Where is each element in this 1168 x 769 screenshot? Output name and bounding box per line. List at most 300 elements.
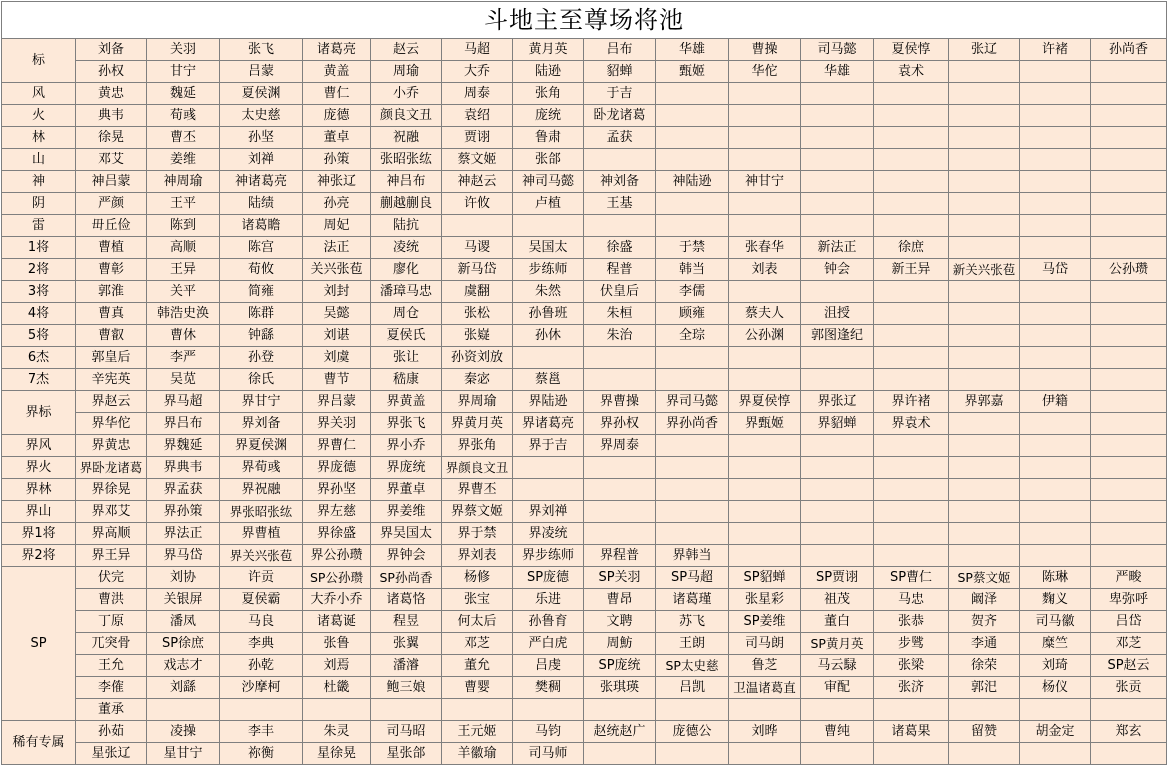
hero-cell <box>874 743 949 765</box>
hero-cell <box>656 435 729 457</box>
hero-cell: 严白虎 <box>513 633 584 655</box>
table-row <box>2 611 1167 633</box>
hero-cell: 界黄忠 <box>76 435 147 457</box>
hero-cell: 祢衡 <box>220 743 303 765</box>
hero-cell: 关银屏 <box>147 589 220 611</box>
hero-cell: 司马朗 <box>729 633 801 655</box>
hero-cell: 董白 <box>801 611 874 633</box>
hero-cell: 孙权 <box>76 61 147 83</box>
hero-cell: 夏侯惇 <box>874 39 949 61</box>
table-row <box>2 589 1167 611</box>
hero-cell <box>949 83 1020 105</box>
hero-cell <box>874 149 949 171</box>
hero-cell: 张让 <box>371 347 442 369</box>
table-row <box>2 39 1167 61</box>
hero-cell: 周泰 <box>442 83 513 105</box>
hero-cell: 卫温诸葛直 <box>729 677 801 699</box>
hero-cell: 甘宁 <box>147 61 220 83</box>
hero-cell: 界卧龙诸葛 <box>76 457 147 479</box>
hero-cell: 界司马懿 <box>656 391 729 413</box>
hero-cell: 许贡 <box>220 567 303 589</box>
hero-cell: 界荀彧 <box>220 457 303 479</box>
hero-cell: 星徐晃 <box>303 743 371 765</box>
hero-cell: 新关兴张苞 <box>949 259 1020 281</box>
hero-cell <box>1020 149 1091 171</box>
hero-cell: 界吴国太 <box>371 523 442 545</box>
hero-cell: 樊稠 <box>513 677 584 699</box>
hero-cell <box>1020 171 1091 193</box>
hero-cell: SP貂蝉 <box>729 567 801 589</box>
hero-cell <box>656 127 729 149</box>
hero-cell: 顾雍 <box>656 303 729 325</box>
hero-cell: SP马超 <box>656 567 729 589</box>
hero-cell: 祝融 <box>371 127 442 149</box>
hero-cell: 界甄姬 <box>729 413 801 435</box>
category-label: 7杰 <box>2 369 76 391</box>
hero-cell: 王朗 <box>656 633 729 655</box>
hero-cell: 审配 <box>801 677 874 699</box>
hero-cell: 徐晃 <box>76 127 147 149</box>
hero-cell <box>371 699 442 721</box>
hero-cell: 伏完 <box>76 567 147 589</box>
hero-cell: 嵇康 <box>371 369 442 391</box>
hero-cell: 祖茂 <box>801 589 874 611</box>
hero-cell: 孙资刘放 <box>442 347 513 369</box>
hero-cell: 周瑜 <box>371 61 442 83</box>
hero-cell <box>1091 479 1167 501</box>
category-label: 5将 <box>2 325 76 347</box>
hero-cell: SP曹仁 <box>874 567 949 589</box>
hero-cell <box>1020 215 1091 237</box>
hero-cell: 郭淮 <box>76 281 147 303</box>
hero-cell: 吴国太 <box>513 237 584 259</box>
hero-cell: 郭图逢纪 <box>801 325 874 347</box>
hero-cell: 吕蒙 <box>220 61 303 83</box>
hero-cell <box>729 149 801 171</box>
hero-cell <box>801 193 874 215</box>
hero-cell: 界公孙瓒 <box>303 545 371 567</box>
hero-cell: 徐庶 <box>874 237 949 259</box>
hero-cell: 诸葛瑾 <box>656 589 729 611</box>
table-row <box>2 567 1167 589</box>
hero-cell: 界法正 <box>147 523 220 545</box>
hero-cell <box>1020 369 1091 391</box>
hero-cell: 廖化 <box>371 259 442 281</box>
hero-cell <box>1020 127 1091 149</box>
hero-cell <box>1091 193 1167 215</box>
hero-cell <box>584 149 656 171</box>
hero-cell: SP黄月英 <box>801 633 874 655</box>
hero-cell: 界徐盛 <box>303 523 371 545</box>
hero-cell: 孙登 <box>220 347 303 369</box>
hero-cell: 神陆逊 <box>656 171 729 193</box>
hero-cell: 孙鲁班 <box>513 303 584 325</box>
hero-cell: 界徐晃 <box>76 479 147 501</box>
hero-cell: 小乔 <box>371 83 442 105</box>
hero-cell <box>801 545 874 567</box>
hero-cell <box>874 193 949 215</box>
hero-cell: 庞统 <box>513 105 584 127</box>
hero-cell: 曹植 <box>76 237 147 259</box>
hero-cell: 高顺 <box>147 237 220 259</box>
category-label: 界标 <box>2 391 76 435</box>
hero-cell: 界董卓 <box>371 479 442 501</box>
hero-cell: 关平 <box>147 281 220 303</box>
hero-cell: 界周瑜 <box>442 391 513 413</box>
hero-cell: 界步练师 <box>513 545 584 567</box>
hero-cell: 法正 <box>303 237 371 259</box>
hero-cell <box>1091 501 1167 523</box>
hero-cell <box>1091 369 1167 391</box>
hero-cell <box>949 699 1020 721</box>
hero-cell <box>513 479 584 501</box>
table-row <box>2 633 1167 655</box>
hero-cell: SP庞统 <box>584 655 656 677</box>
hero-cell <box>801 281 874 303</box>
hero-cell <box>1020 325 1091 347</box>
hero-cell: 界关羽 <box>303 413 371 435</box>
hero-cell <box>801 435 874 457</box>
hero-cell: 曹叡 <box>76 325 147 347</box>
hero-cell: 马云騄 <box>801 655 874 677</box>
hero-cell: 界华佗 <box>76 413 147 435</box>
table-row <box>2 303 1167 325</box>
hero-cell: 程普 <box>584 259 656 281</box>
hero-cell: 胡金定 <box>1020 721 1091 743</box>
hero-cell: 郭汜 <box>949 677 1020 699</box>
hero-cell: 甄姬 <box>656 61 729 83</box>
hero-cell: 界黄月英 <box>442 413 513 435</box>
table-row <box>2 259 1167 281</box>
table-row <box>2 149 1167 171</box>
hero-cell: 韩浩史涣 <box>147 303 220 325</box>
hero-cell <box>1020 413 1091 435</box>
hero-cell <box>801 83 874 105</box>
hero-cell: SP孙尚香 <box>371 567 442 589</box>
hero-cell: 界夏侯渊 <box>220 435 303 457</box>
category-label: 稀有专属 <box>2 721 76 765</box>
hero-cell: 刘谌 <box>303 325 371 347</box>
table-row <box>2 171 1167 193</box>
hero-cell: 兀突骨 <box>76 633 147 655</box>
hero-cell: SP徐庶 <box>147 633 220 655</box>
hero-cell: 严颜 <box>76 193 147 215</box>
hero-cell: 张琪瑛 <box>584 677 656 699</box>
hero-cell <box>949 479 1020 501</box>
table-row <box>2 501 1167 523</box>
hero-cell: 界于禁 <box>442 523 513 545</box>
hero-cell: 马岱 <box>1020 259 1091 281</box>
hero-cell: 伊籍 <box>1020 391 1091 413</box>
hero-cell <box>1020 545 1091 567</box>
hero-cell: 貂蝉 <box>584 61 656 83</box>
hero-cell: 凌统 <box>371 237 442 259</box>
hero-cell <box>801 479 874 501</box>
hero-cell: 张济 <box>874 677 949 699</box>
hero-cell: 界程普 <box>584 545 656 567</box>
hero-cell <box>949 369 1020 391</box>
hero-cell <box>729 127 801 149</box>
hero-cell <box>656 215 729 237</box>
hero-cell: 界孙权 <box>584 413 656 435</box>
table-row <box>2 61 1167 83</box>
category-label: 界风 <box>2 435 76 457</box>
hero-cell <box>949 303 1020 325</box>
title-row <box>2 2 1167 39</box>
category-label: 雷 <box>2 215 76 237</box>
hero-cell: 王异 <box>147 259 220 281</box>
hero-cell <box>801 699 874 721</box>
hero-cell: 界典韦 <box>147 457 220 479</box>
category-label: 1将 <box>2 237 76 259</box>
hero-cell: 王平 <box>147 193 220 215</box>
hero-cell: 司马昭 <box>371 721 442 743</box>
category-label: SP <box>2 567 76 721</box>
hero-cell <box>949 281 1020 303</box>
hero-cell: 钟会 <box>801 259 874 281</box>
hero-cell <box>729 479 801 501</box>
category-label: 林 <box>2 127 76 149</box>
hero-cell: 界赵云 <box>76 391 147 413</box>
hero-cell: 蔡夫人 <box>729 303 801 325</box>
hero-cell <box>1020 501 1091 523</box>
hero-pool-sheet <box>1 1 1166 765</box>
category-label: 界2将 <box>2 545 76 567</box>
hero-cell <box>729 83 801 105</box>
hero-cell: 赵云 <box>371 39 442 61</box>
hero-cell: 许攸 <box>442 193 513 215</box>
hero-cell: 张鲁 <box>303 633 371 655</box>
hero-cell: 张郃 <box>513 149 584 171</box>
hero-cell <box>1020 435 1091 457</box>
hero-cell: 蔡邕 <box>513 369 584 391</box>
hero-cell: 界貂蝉 <box>801 413 874 435</box>
hero-cell: 刘虞 <box>303 347 371 369</box>
hero-cell: 华雄 <box>801 61 874 83</box>
hero-cell: 于吉 <box>584 83 656 105</box>
table-row <box>2 435 1167 457</box>
hero-cell <box>949 171 1020 193</box>
hero-cell: 界陆逊 <box>513 391 584 413</box>
hero-cell: 刘繇 <box>147 677 220 699</box>
hero-cell: 张翼 <box>371 633 442 655</box>
hero-cell: 丁原 <box>76 611 147 633</box>
hero-cell: SP姜维 <box>729 611 801 633</box>
hero-cell: 界袁术 <box>874 413 949 435</box>
hero-cell: 刘晔 <box>729 721 801 743</box>
hero-cell: 董承 <box>76 699 147 721</box>
table-row <box>2 105 1167 127</box>
hero-cell: 简雍 <box>220 281 303 303</box>
hero-cell <box>949 325 1020 347</box>
hero-cell <box>949 501 1020 523</box>
hero-cell: 界张昭张纮 <box>220 501 303 523</box>
table-row <box>2 325 1167 347</box>
hero-cell: 界颜良文丑 <box>442 457 513 479</box>
hero-cell: 星张辽 <box>76 743 147 765</box>
hero-cell: 公孙渊 <box>729 325 801 347</box>
hero-cell: 关兴张苞 <box>303 259 371 281</box>
hero-cell: 夏侯氏 <box>371 325 442 347</box>
hero-cell <box>874 215 949 237</box>
hero-cell: 吕凯 <box>656 677 729 699</box>
hero-cell: 朱治 <box>584 325 656 347</box>
category-label: 风 <box>2 83 76 105</box>
hero-cell: 卑弥呼 <box>1091 589 1167 611</box>
hero-cell: 陈群 <box>220 303 303 325</box>
hero-cell: 界小乔 <box>371 435 442 457</box>
hero-cell: 孙坚 <box>220 127 303 149</box>
hero-cell <box>303 699 371 721</box>
category-label: 6杰 <box>2 347 76 369</box>
hero-cell: 神诸葛亮 <box>220 171 303 193</box>
hero-cell <box>1020 347 1091 369</box>
hero-cell: SP太史慈 <box>656 655 729 677</box>
hero-cell <box>1091 325 1167 347</box>
hero-cell: 刘协 <box>147 567 220 589</box>
hero-cell <box>1091 83 1167 105</box>
category-label: 标 <box>2 39 76 83</box>
hero-cell <box>949 237 1020 259</box>
hero-cell <box>1020 699 1091 721</box>
hero-cell: 蒯越蒯良 <box>371 193 442 215</box>
hero-cell: 诸葛果 <box>874 721 949 743</box>
hero-cell: 羊徽瑜 <box>442 743 513 765</box>
hero-cell: 陈到 <box>147 215 220 237</box>
hero-cell: 苏飞 <box>656 611 729 633</box>
hero-cell: 步练师 <box>513 259 584 281</box>
hero-cell: 界黄盖 <box>371 391 442 413</box>
hero-cell <box>1020 743 1091 765</box>
hero-cell: 马忠 <box>874 589 949 611</box>
hero-cell: 袁绍 <box>442 105 513 127</box>
table-row <box>2 721 1167 743</box>
table-row <box>2 699 1167 721</box>
hero-cell: 戏志才 <box>147 655 220 677</box>
hero-cell <box>1091 215 1167 237</box>
hero-cell <box>513 215 584 237</box>
hero-cell <box>1020 237 1091 259</box>
hero-cell <box>1091 281 1167 303</box>
hero-cell: 界孙尚香 <box>656 413 729 435</box>
hero-cell: 孙亮 <box>303 193 371 215</box>
hero-cell <box>584 699 656 721</box>
hero-cell: 李通 <box>949 633 1020 655</box>
hero-cell: 界甘宁 <box>220 391 303 413</box>
hero-cell <box>656 743 729 765</box>
hero-cell <box>874 105 949 127</box>
hero-cell: 界曹丕 <box>442 479 513 501</box>
hero-cell: 神赵云 <box>442 171 513 193</box>
hero-cell: 黄忠 <box>76 83 147 105</box>
table-row <box>2 457 1167 479</box>
hero-cell: 刘表 <box>729 259 801 281</box>
hero-cell: 马钧 <box>513 721 584 743</box>
hero-cell <box>656 347 729 369</box>
hero-cell: 界高顺 <box>76 523 147 545</box>
hero-cell: 司马徽 <box>1020 611 1091 633</box>
hero-cell <box>1020 281 1091 303</box>
table-row <box>2 677 1167 699</box>
hero-cell <box>1091 545 1167 567</box>
hero-cell <box>1020 83 1091 105</box>
hero-cell: 界凌统 <box>513 523 584 545</box>
table-row <box>2 655 1167 677</box>
hero-cell <box>513 699 584 721</box>
hero-cell: 秦宓 <box>442 369 513 391</box>
hero-cell: 曹丕 <box>147 127 220 149</box>
hero-cell: 王元姬 <box>442 721 513 743</box>
hero-cell <box>220 699 303 721</box>
hero-cell: 司马师 <box>513 743 584 765</box>
hero-cell <box>584 369 656 391</box>
hero-cell <box>949 127 1020 149</box>
hero-cell <box>874 699 949 721</box>
hero-cell: 曹纯 <box>801 721 874 743</box>
hero-cell <box>656 699 729 721</box>
hero-cell <box>801 457 874 479</box>
category-label: 界火 <box>2 457 76 479</box>
hero-cell: 新王异 <box>874 259 949 281</box>
hero-cell: 孙鲁育 <box>513 611 584 633</box>
hero-cell: 蔡文姬 <box>442 149 513 171</box>
hero-cell <box>656 479 729 501</box>
hero-cell <box>729 743 801 765</box>
hero-cell: 张春华 <box>729 237 801 259</box>
hero-cell <box>801 105 874 127</box>
hero-cell: 邓艾 <box>76 149 147 171</box>
hero-cell: SP庞德 <box>513 567 584 589</box>
hero-cell <box>949 435 1020 457</box>
hero-cell: 伏皇后 <box>584 281 656 303</box>
hero-cell: 卧龙诸葛 <box>584 105 656 127</box>
hero-cell: 公孙瓒 <box>1091 259 1167 281</box>
hero-cell: 星张郃 <box>371 743 442 765</box>
hero-cell: 大乔小乔 <box>303 589 371 611</box>
hero-cell: 张梁 <box>874 655 949 677</box>
hero-cell <box>1091 127 1167 149</box>
hero-cell <box>656 149 729 171</box>
hero-cell: 张辽 <box>949 39 1020 61</box>
hero-cell <box>656 369 729 391</box>
hero-cell: SP关羽 <box>584 567 656 589</box>
table-row <box>2 413 1167 435</box>
hero-cell: 许褚 <box>1020 39 1091 61</box>
hero-cell: 界邓艾 <box>76 501 147 523</box>
hero-cell: 神周瑜 <box>147 171 220 193</box>
hero-cell: 毌丘俭 <box>76 215 147 237</box>
hero-cell: 界刘表 <box>442 545 513 567</box>
hero-cell: 乐进 <box>513 589 584 611</box>
hero-cell: 太史慈 <box>220 105 303 127</box>
hero-cell: 刘琦 <box>1020 655 1091 677</box>
hero-cell: 王允 <box>76 655 147 677</box>
hero-cell <box>874 325 949 347</box>
hero-cell <box>584 215 656 237</box>
table-row <box>2 83 1167 105</box>
hero-cell <box>1091 391 1167 413</box>
hero-cell: 界吕布 <box>147 413 220 435</box>
hero-cell: 华雄 <box>656 39 729 61</box>
hero-cell: 董允 <box>442 655 513 677</box>
hero-cell: 吕虔 <box>513 655 584 677</box>
hero-cell: 庞德公 <box>656 721 729 743</box>
hero-cell: 张贡 <box>1091 677 1167 699</box>
hero-cell <box>1091 347 1167 369</box>
hero-cell: 界钟会 <box>371 545 442 567</box>
hero-cell <box>949 457 1020 479</box>
hero-cell <box>1091 457 1167 479</box>
